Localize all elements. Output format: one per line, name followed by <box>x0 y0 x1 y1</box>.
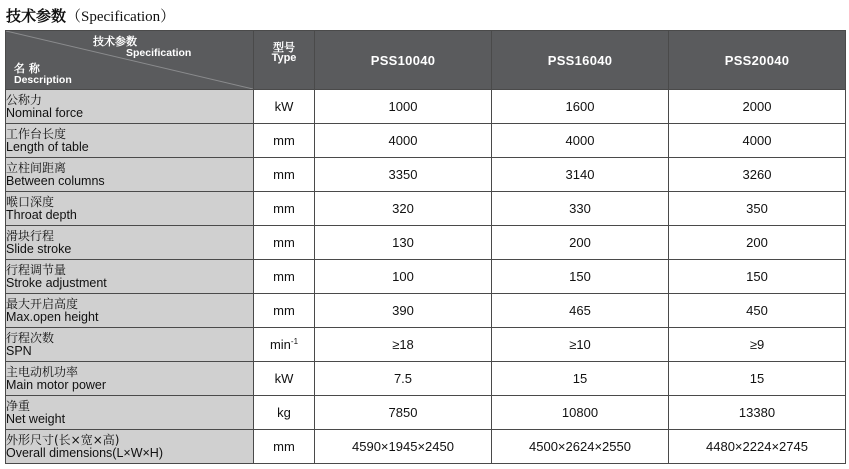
row-description <box>6 294 254 328</box>
row-description <box>6 430 254 464</box>
header-model-3: PSS20040 <box>669 31 846 90</box>
row-value-pss20040: 4480×2224×2745 <box>669 430 846 464</box>
row-name-en: Throat depth <box>6 207 77 222</box>
table-row <box>6 430 846 464</box>
row-value-pss10040: 4590×1945×2450 <box>315 430 492 464</box>
row-value-pss20040: 2000 <box>669 90 846 124</box>
row-unit-base: min <box>269 337 291 352</box>
row-name-cn: 外形尺寸(长×宽×高) <box>6 432 120 447</box>
header-desc-en: Description <box>14 74 72 86</box>
row-name-cn: 行程次数 <box>6 330 55 345</box>
row-unit: kg <box>254 396 315 430</box>
table-row <box>6 396 846 430</box>
table-row <box>6 260 846 294</box>
row-unit: mm <box>254 260 315 294</box>
row-unit: mm <box>254 124 315 158</box>
row-unit: mm <box>254 430 315 464</box>
table-row <box>6 90 846 124</box>
row-name-en: Net weight <box>6 411 66 426</box>
row-name-cn: 公称力 <box>6 92 43 107</box>
row-value-pss10040: 7.5 <box>315 362 492 396</box>
row-name-cn: 工作台长度 <box>6 126 67 141</box>
header-params-cn: 技术参数 <box>93 35 137 48</box>
row-value-pss10040: 7850 <box>315 396 492 430</box>
row-value-pss20040: ≥9 <box>669 328 846 362</box>
table-row <box>6 124 846 158</box>
row-value-pss10040: 320 <box>315 192 492 226</box>
header-desc-cn: 名 称 <box>14 62 40 75</box>
row-value-pss16040: 200 <box>492 226 669 260</box>
row-value-pss10040: ≥18 <box>315 328 492 362</box>
row-description <box>6 192 254 226</box>
row-unit: mm <box>254 226 315 260</box>
row-name-cn: 最大开启高度 <box>6 296 79 311</box>
row-value-pss10040: 3350 <box>315 158 492 192</box>
row-value-pss10040: 100 <box>315 260 492 294</box>
row-value-pss20040: 200 <box>669 226 846 260</box>
row-description <box>6 90 254 124</box>
row-value-pss10040: 130 <box>315 226 492 260</box>
row-value-pss20040: 15 <box>669 362 846 396</box>
row-name-en: Nominal force <box>6 105 84 120</box>
row-value-pss16040: 15 <box>492 362 669 396</box>
table-row <box>6 328 846 362</box>
row-name-en: Slide stroke <box>6 241 72 256</box>
row-value-pss20040: 3260 <box>669 158 846 192</box>
page-title-en: （Specification） <box>66 9 176 25</box>
row-description <box>6 260 254 294</box>
table-row <box>6 226 846 260</box>
row-unit-exponent: -1 <box>290 337 299 346</box>
row-value-pss16040: 3140 <box>492 158 669 192</box>
row-description <box>6 328 254 362</box>
row-name-en: Stroke adjustment <box>6 275 107 290</box>
row-value-pss10040: 1000 <box>315 90 492 124</box>
header-type-en: Type <box>271 52 297 64</box>
row-value-pss10040: 4000 <box>315 124 492 158</box>
row-value-pss16040: 1600 <box>492 90 669 124</box>
row-value-pss16040: 330 <box>492 192 669 226</box>
row-name-en: Between columns <box>6 173 105 188</box>
header-model-1: PSS10040 <box>315 31 492 90</box>
row-description <box>6 362 254 396</box>
row-unit: kW <box>254 362 315 396</box>
table-row <box>6 192 846 226</box>
row-unit: mm <box>254 192 315 226</box>
row-value-pss16040: 10800 <box>492 396 669 430</box>
row-value-pss20040: 150 <box>669 260 846 294</box>
row-unit: mm <box>254 294 315 328</box>
row-value-pss20040: 350 <box>669 192 846 226</box>
table-row <box>6 294 846 328</box>
row-description <box>6 124 254 158</box>
spec-table <box>5 30 846 464</box>
row-value-pss20040: 450 <box>669 294 846 328</box>
header-row <box>6 31 846 90</box>
row-unit <box>254 328 315 362</box>
table-row <box>6 362 846 396</box>
header-type-cell <box>254 31 315 90</box>
table-row <box>6 158 846 192</box>
row-name-en: Main motor power <box>6 377 107 392</box>
row-value-pss16040: 465 <box>492 294 669 328</box>
header-type-cn: 型号 <box>273 41 295 54</box>
row-name-cn: 立柱间距离 <box>6 160 67 175</box>
header-model-2: PSS16040 <box>492 31 669 90</box>
row-value-pss20040: 13380 <box>669 396 846 430</box>
row-value-pss10040: 390 <box>315 294 492 328</box>
page-title-cn: 技术参数 <box>6 7 67 25</box>
row-name-cn: 行程调节量 <box>6 262 67 277</box>
row-name-en: SPN <box>6 343 32 358</box>
row-name-en: Max.open height <box>6 309 99 324</box>
row-description <box>6 158 254 192</box>
row-name-cn: 滑块行程 <box>6 228 55 243</box>
row-value-pss20040: 4000 <box>669 124 846 158</box>
row-value-pss16040: 150 <box>492 260 669 294</box>
row-name-en: Overall dimensions(L×W×H) <box>6 445 163 460</box>
row-name-en: Length of table <box>6 139 89 154</box>
row-unit: mm <box>254 158 315 192</box>
row-value-pss16040: ≥10 <box>492 328 669 362</box>
row-value-pss16040: 4500×2624×2550 <box>492 430 669 464</box>
header-params-en: Specification <box>126 47 192 59</box>
row-description <box>6 226 254 260</box>
row-name-cn: 主电动机功率 <box>6 364 79 379</box>
row-description <box>6 396 254 430</box>
row-value-pss16040: 4000 <box>492 124 669 158</box>
row-name-cn: 喉口深度 <box>6 194 55 209</box>
row-name-cn: 净重 <box>6 398 31 413</box>
header-corner-cell <box>6 31 254 90</box>
row-unit: kW <box>254 90 315 124</box>
page-title <box>6 5 175 27</box>
